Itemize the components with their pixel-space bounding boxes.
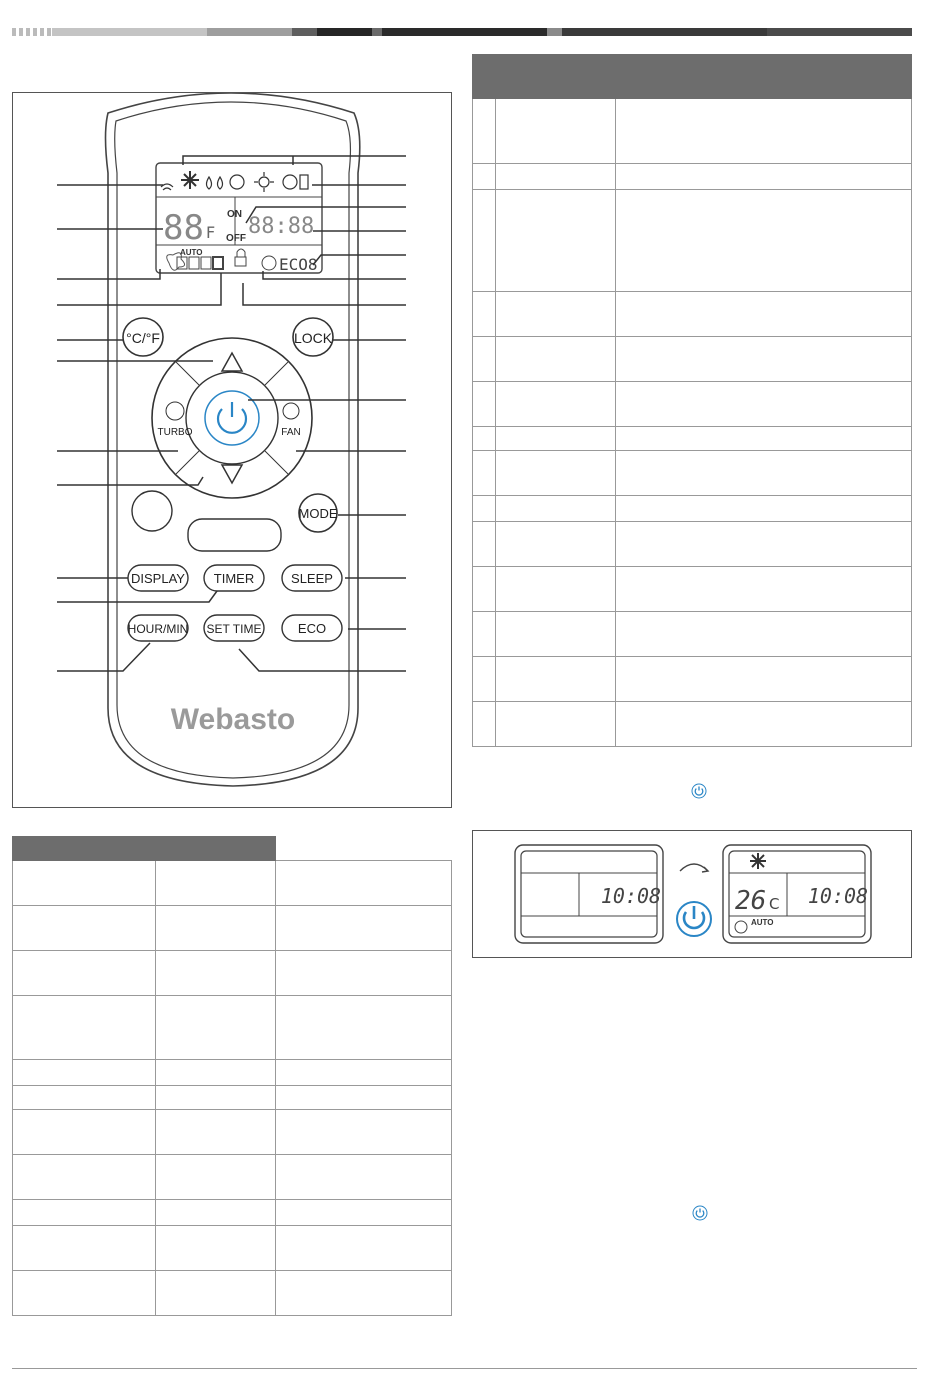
- snowflake-icon: [750, 853, 766, 869]
- lock-display-icon: [235, 257, 246, 266]
- fan-label: FAN: [281, 427, 301, 438]
- webasto-logo: Webasto: [170, 703, 296, 736]
- lcd-clock: 88:88: [248, 214, 315, 239]
- right-display-auto: AUTO: [751, 918, 774, 927]
- remote-illustration-frame: [12, 92, 452, 808]
- battery-icon: [300, 175, 308, 189]
- display-table-right: [472, 54, 912, 747]
- right-display-clock: 10:08: [807, 884, 869, 908]
- table-row: [13, 996, 452, 1060]
- table-row: [13, 1155, 452, 1200]
- table-row: [473, 292, 912, 337]
- power-on-display-diagram: [472, 830, 912, 958]
- table-row: [473, 702, 912, 747]
- table-header: [13, 837, 452, 861]
- table-row: [473, 427, 912, 451]
- table-row: [473, 451, 912, 496]
- table-row: [473, 337, 912, 382]
- remote-illustration: [13, 93, 453, 809]
- mode-label: MODE: [298, 506, 338, 521]
- fan-icon: [735, 921, 747, 933]
- table-row: [13, 1226, 452, 1271]
- timer-label: TIMER: [213, 571, 255, 586]
- table-row: [13, 906, 452, 951]
- lcd-eco: ECO8: [279, 255, 318, 274]
- snowflake-icon: [181, 171, 199, 189]
- power-icon: [692, 1205, 708, 1221]
- sun-icon: [259, 177, 269, 187]
- table-row: [473, 657, 912, 702]
- eco-leaf-icon: [262, 256, 276, 270]
- blank-oval-button[interactable]: [188, 519, 281, 551]
- footer-divider: [12, 1368, 917, 1369]
- table-row: [473, 522, 912, 567]
- table-row: [13, 1086, 452, 1110]
- turbo-label: TURBO: [157, 427, 193, 438]
- table-header: [473, 55, 912, 99]
- celsius-fahrenheit-label: °C/°F: [126, 330, 160, 346]
- table-row: [13, 1060, 452, 1086]
- set-time-label: SET TIME: [206, 622, 262, 636]
- lcd-auto-label: AUTO: [180, 248, 203, 257]
- right-display-unit: C: [769, 895, 780, 913]
- button-table-left: [12, 836, 452, 1316]
- blank-round-button[interactable]: [132, 491, 172, 531]
- table-row: [13, 861, 452, 906]
- lcd-temp-digits: 88: [163, 208, 204, 248]
- fan-mode-icon: [230, 175, 244, 189]
- header-bar: [12, 28, 912, 36]
- table-row: [13, 951, 452, 996]
- sleep-icon: [283, 175, 297, 189]
- table-row: [473, 99, 912, 164]
- right-display-temp: 26: [735, 886, 767, 916]
- sleep-label: SLEEP: [291, 571, 333, 586]
- table-row: [473, 567, 912, 612]
- table-row: [13, 1271, 452, 1316]
- lock-label: LOCK: [293, 330, 333, 346]
- table-row: [473, 612, 912, 657]
- hour-min-label: HOUR/MIN: [127, 622, 189, 636]
- table-row: [13, 1200, 452, 1226]
- table-row: [473, 382, 912, 427]
- lcd-off-label: OFF: [226, 233, 246, 244]
- left-display-clock: 10:08: [600, 884, 662, 908]
- drop-icon: [207, 177, 212, 189]
- display-label: DISPLAY: [131, 571, 185, 586]
- table-row: [473, 496, 912, 522]
- power-icon: [691, 783, 707, 799]
- eco-label: ECO: [297, 621, 327, 636]
- lcd-on-label: ON: [227, 209, 242, 220]
- table-row: [473, 190, 912, 292]
- table-row: [473, 164, 912, 190]
- table-row: [13, 1110, 452, 1155]
- drop-icon: [218, 177, 223, 189]
- lcd-temp-unit: F: [206, 223, 216, 242]
